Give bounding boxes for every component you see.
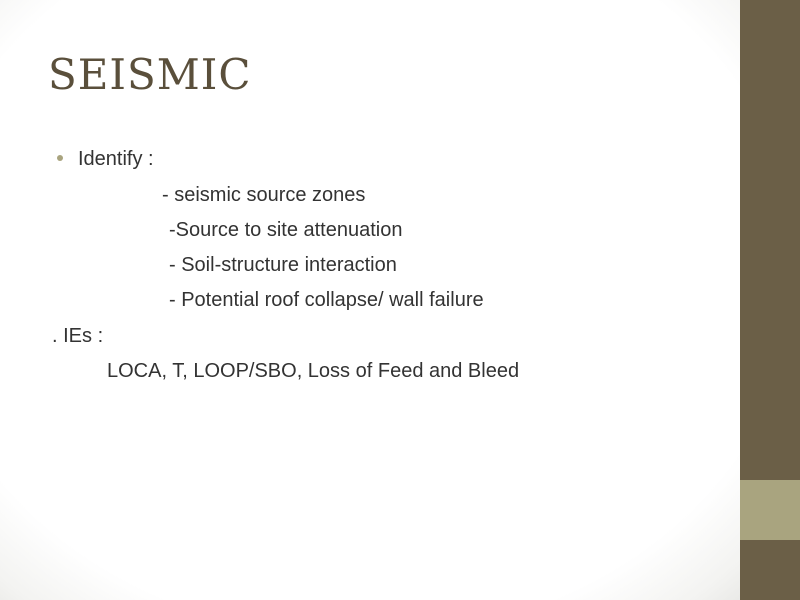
sub-item: - Soil-structure interaction — [169, 254, 397, 276]
bullet-dot-icon — [57, 155, 63, 161]
ies-value: LOCA, T, LOOP/SBO, Loss of Feed and Bleed — [107, 360, 520, 382]
sub-item: - seismic source zones — [162, 184, 366, 206]
ies-label: . IEs : — [52, 325, 104, 347]
sub-item: - Potential roof collapse/ wall failure — [169, 289, 484, 311]
bullet-heading: Identify : — [78, 148, 154, 170]
sub-item: -Source to site attenuation — [169, 219, 403, 241]
side-accent-block — [740, 480, 800, 540]
slide-title: SEISMIC — [48, 50, 252, 99]
